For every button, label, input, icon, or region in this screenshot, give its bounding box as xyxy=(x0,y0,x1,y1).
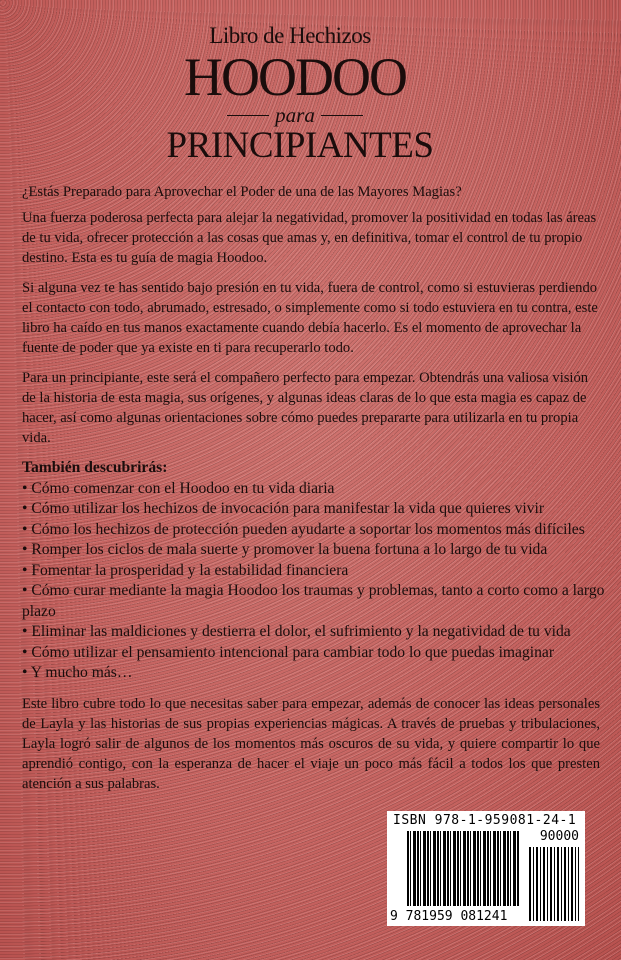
cover-subtitle: Libro de Hechizos xyxy=(209,23,371,48)
list-item: • Cómo utilizar los hechizos de invocación para manifestar la vida que quieres vivir xyxy=(22,500,545,517)
addon-bars xyxy=(529,847,579,921)
intro-question: ¿Estás Preparado para Aprovechar el Poder de una de las Mayores Magias? xyxy=(22,184,462,200)
barcode-bars xyxy=(407,831,519,906)
list-item: • Cómo los hechizos de protección pueden ayudarte a soportar los momentos más difíciles xyxy=(22,520,585,538)
ean-digits: 9 781959 081241 xyxy=(390,909,508,924)
intro-paragraph-1: Una fuerza poderosa perfecta para alejar la negatividad, promover la positividad en todas las áreas de tu vida, ofrecer protección a las cosas que amas y, en definitiva, tomar el control de tu propio destino. Esta es tu guía de magia Hoodoo. xyxy=(22,210,597,266)
list-item: • Romper los ciclos de mala suerte y promover la buena fortuna a lo largo de tu vida xyxy=(22,541,548,558)
list-item: • Fomentar la prosperidad y la estabilidad financiera xyxy=(22,561,349,579)
cover-title-bottom: PRINCIPIANTES xyxy=(166,125,434,166)
cover-title: HOODOO xyxy=(184,47,406,107)
divider-line xyxy=(227,115,269,117)
price-code: 90000 xyxy=(539,829,579,844)
discover-list xyxy=(22,458,612,684)
closing-paragraph: Este libro cubre todo lo que necesitas saber para empezar, además de conocer las ideas personales de Layla y las historias de sus propias experiencias mágicas. A través de pruebas y tribulaciones, Layla logró salir de algunos de los momentos más oscuros de su vida, y quiere compartir lo que aprendió contigo, con la esperanza de hacer el viaje un poco más fácil a todos los que presten atención a sus palabras. xyxy=(22,695,600,792)
connector-text: para xyxy=(275,103,315,127)
list-item: • Eliminar las maldiciones y destierra el dolor, el sufrimiento y la negatividad de tu vida xyxy=(22,623,571,640)
list-item: • Y mucho más… xyxy=(22,664,133,681)
isbn-barcode xyxy=(387,811,585,926)
list-item: • Cómo utilizar el pensamiento intencional para cambiar todo lo que puedas imaginar xyxy=(22,643,555,661)
list-item: • Cómo comenzar con el Hoodoo en tu vida diaria xyxy=(22,479,335,497)
cover-connector xyxy=(160,105,430,126)
intro-paragraph-2: Si alguna vez te has sentido bajo presión en tu vida, fuera de control, como si estuvieras perdiendo el contacto con todo, abrumado, estresado, o simplemente como si todo estuviera en tu contra, este libro ha caído en tus manos exactamente cuando debía hacerlo. Es el momento de aprovechar la fuente de poder que ya existe en ti para recuperarlo todo. xyxy=(22,280,598,356)
intro-paragraph-3: Para un principiante, este será el compañero perfecto para empezar. Obtendrás una valiosa visión de la historia de esta magia, sus orígenes, y algunas ideas claras de lo que esta magia es capaz de hacer, así como algunas orientaciones sobre cómo puedes prepararte para utilizarla en tu propia vida. xyxy=(22,370,589,446)
list-item: • Cómo curar mediante la magia Hoodoo los traumas y problemas, tanto a corto como a largo plazo xyxy=(22,582,605,620)
isbn-label: ISBN 978-1-959081-24-1 xyxy=(393,813,577,828)
body-column xyxy=(22,182,605,794)
divider-line xyxy=(321,115,363,117)
discover-heading: También descubrirás: xyxy=(22,459,168,476)
intro-section xyxy=(22,182,600,448)
